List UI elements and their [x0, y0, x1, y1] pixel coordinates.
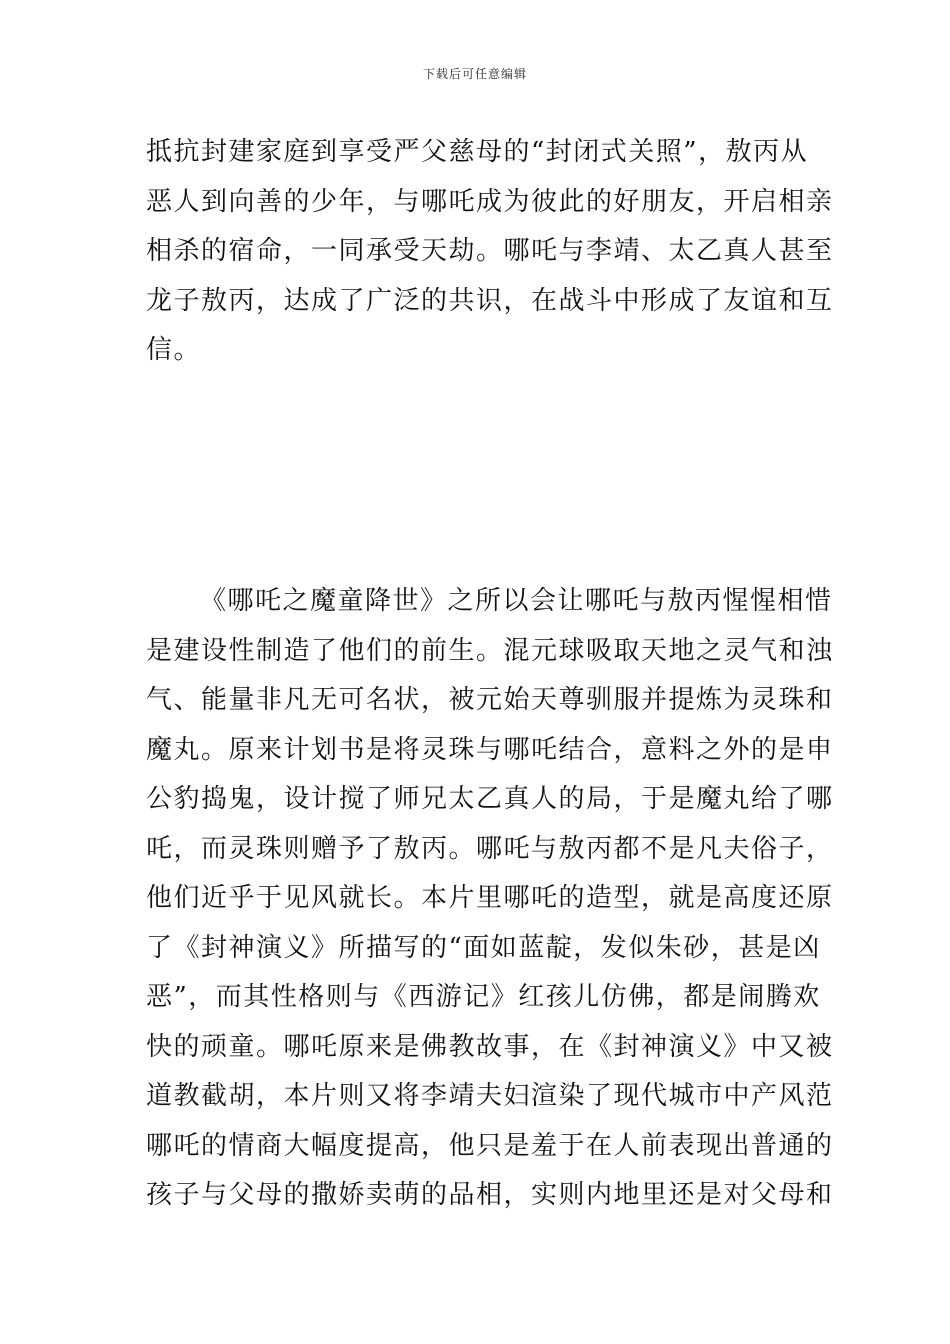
paragraph-2 [146, 577, 834, 1221]
paragraph-line: 相杀的宿命，一同承受天劫。哪吒与李靖、太乙真人甚至 [146, 236, 834, 266]
paragraph-line: 气、能量非凡无可名状，被元始天尊驯服并提炼为灵珠和 [146, 685, 834, 715]
paragraph-line: 道教截胡，本片则又将李靖夫妇渲染了现代城市中产风范 [146, 1081, 834, 1111]
paragraph-line: 抵抗封建家庭到享受严父慈母的“封闭式关照”，敖丙从 [146, 137, 809, 167]
paragraph-line: 了《封神演义》所描写的“面如蓝靛，发似朱砂，甚是凶 [146, 932, 821, 963]
paragraph-line: 快的顽童。哪吒原来是佛教故事，在《封神演义》中又被 [146, 1031, 834, 1062]
paragraph-line: 魔丸。原来计划书是将灵珠与哪吒结合，意料之外的是申 [146, 734, 834, 765]
paragraph-line: 吒，而灵珠则赠予了敖丙。哪吒与敖丙都不是凡夫俗子， [146, 833, 834, 864]
paragraph-line: 恶人到向善的少年，与哪吒成为彼此的好朋友，开启相亲 [146, 186, 834, 217]
page-header-note: 下载后可任意编辑 [422, 67, 527, 81]
paragraph-line: 龙子敖丙，达成了广泛的共识，在战斗中形成了友谊和互 [146, 285, 834, 316]
paragraph-line: 是建设性制造了他们的前生。混元球吸取天地之灵气和浊 [146, 635, 834, 666]
paragraph-line: 他们近乎于见风就长。本片里哪吒的造型，就是高度还原 [146, 883, 834, 913]
paragraph-line: 恶”，而其性格则与《西游记》红孩儿仿佛，都是闹腾欢 [146, 982, 821, 1012]
paragraph-line: 《哪吒之魔童降世》之所以会让哪吒与敖丙惺惺相惜 [200, 586, 833, 616]
paragraph-line: 公豹捣鬼，设计搅了师兄太乙真人的局，于是魔丸给了哪 [146, 784, 834, 814]
paragraph-line: 孩子与父母的撒娇卖萌的品相，实则内地里还是对父母和 [146, 1180, 834, 1210]
paragraph-1 [146, 128, 834, 376]
paragraph-line: 信。 [146, 335, 202, 365]
paragraph-line: 哪吒的情商大幅度提高，他只是羞于在人前表现出普通的 [146, 1130, 834, 1161]
